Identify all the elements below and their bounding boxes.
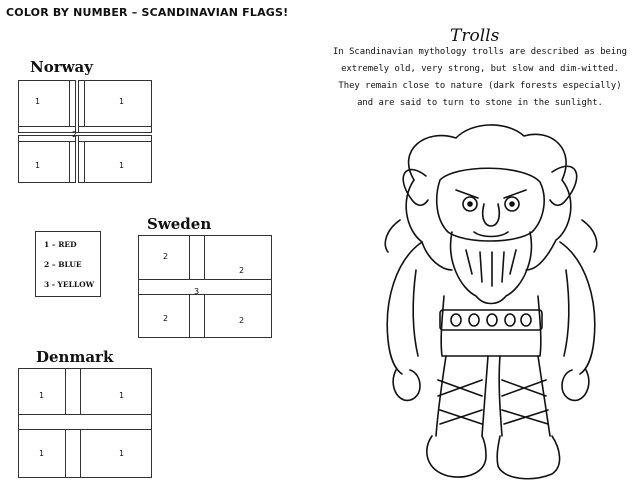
sweden-number: 2 <box>163 314 169 323</box>
norway-number: 1 <box>119 161 125 170</box>
sweden-cross-horizontal <box>138 279 272 295</box>
norway-label: Norway <box>30 58 93 76</box>
sweden-number: 2 <box>239 316 245 325</box>
norway-flag <box>18 80 152 183</box>
norway-number: 1 <box>119 97 125 106</box>
norway-number: 2 <box>72 130 78 139</box>
color-key <box>35 231 101 297</box>
denmark-number: 1 <box>39 449 45 458</box>
key-item: 1 – RED <box>44 240 77 249</box>
sweden-flag <box>138 235 272 338</box>
norway-number: 1 <box>35 97 41 106</box>
denmark-label: Denmark <box>36 348 114 366</box>
key-item: 3 - YELLOW <box>44 280 95 289</box>
key-item: 2 – BLUE <box>44 260 82 269</box>
denmark-cross-horizontal <box>18 414 152 430</box>
worksheet-title: COLOR BY NUMBER – SCANDINAVIAN FLAGS! <box>6 6 289 19</box>
denmark-number: 1 <box>119 449 125 458</box>
trolls-paragraph: In Scandinavian mythology trolls are described as being extremely old, very strong, but slow and dim-witted. They remain close to nature (dark forests especially) and are said to turn to stone in the sunlight. <box>333 47 627 108</box>
denmark-flag <box>18 368 152 478</box>
denmark-number: 1 <box>119 391 125 400</box>
norway-number: 1 <box>35 161 41 170</box>
troll-illustration <box>356 120 626 490</box>
sweden-number: 2 <box>163 252 169 261</box>
trolls-title: Trolls <box>450 26 500 46</box>
sweden-number: 2 <box>239 266 245 275</box>
norway-inner-horizontal <box>18 132 152 136</box>
sweden-number: 3 <box>194 287 200 296</box>
denmark-cross-center <box>66 415 80 429</box>
sweden-label: Sweden <box>147 215 212 233</box>
denmark-number: 1 <box>39 391 45 400</box>
